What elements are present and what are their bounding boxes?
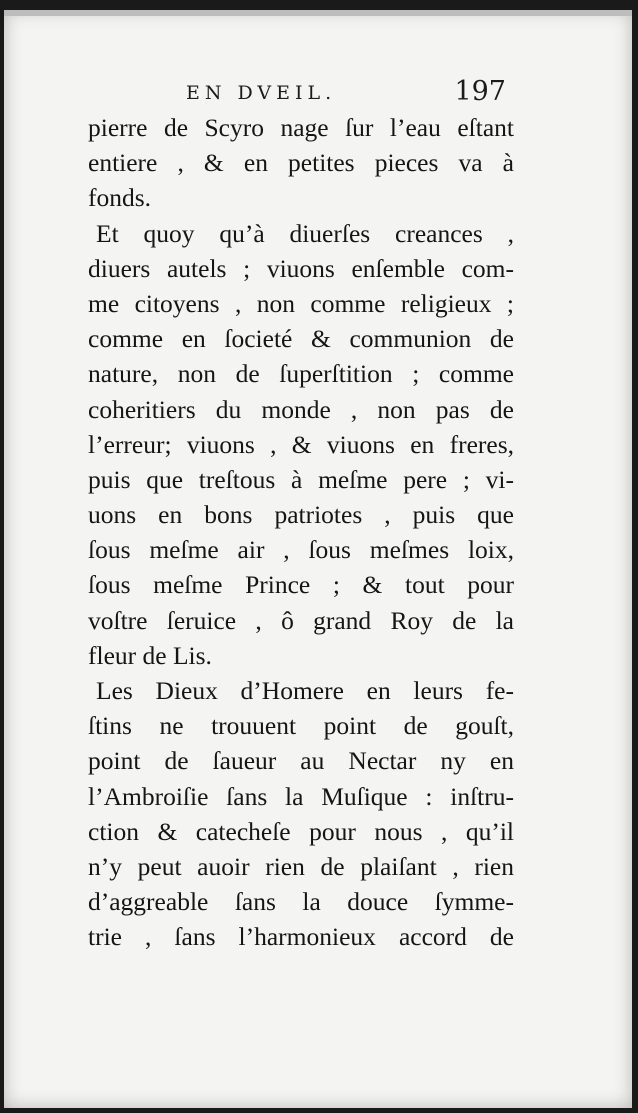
text-line: uons en bons patriotes , puis que (88, 500, 514, 530)
text-line: voſtre ſeruice , ô grand Roy de la (88, 605, 514, 635)
text-line: ction & catecheſe pour nous , qu’il (88, 816, 514, 846)
text-line: Les Dieux d’Homere en leurs fe- (96, 676, 514, 705)
text-line: d’aggreable ſans la douce ſymme- (88, 887, 514, 917)
paragraph (88, 110, 514, 216)
text-line: coheritiers du monde , non pas de (88, 394, 514, 424)
text-line: nature, non de ſuperſtition ; comme (88, 359, 514, 389)
text-line: diuers autels ; viuons enſemble com- (88, 253, 514, 283)
page-number: 197 (454, 76, 506, 107)
text-line: n’y peut auoir rien de plaiſant , rien (88, 851, 514, 881)
text-line: point de ſaueur au Nectar ny en (88, 746, 514, 776)
book-page (4, 10, 632, 1108)
text-line: Et quoy qu’à diuerſes creances , (96, 218, 514, 248)
text-line: l’Ambroiſie ſans la Muſique : inſtru- (88, 781, 514, 811)
text-line: l’erreur; viuons , & viuons en freres, (88, 429, 514, 459)
body-text (88, 110, 514, 955)
text-line: pierre de Scyro nage ſur l’eau eſtant (88, 113, 514, 142)
text-line: ſous meſme air , ſous meſmes loix, (88, 535, 514, 565)
text-line: comme en ſocieté & communion de (88, 324, 514, 354)
running-title: EN DVEIL. (186, 82, 337, 104)
text-line: ſtins ne trouuent point de gouſt, (88, 711, 514, 741)
text-line: entiere , & en petites pieces va à (88, 148, 514, 178)
page-header (186, 76, 506, 108)
text-line: puis que treſtous à meſme pere ; vi- (88, 464, 514, 494)
paragraph (88, 673, 514, 955)
text-line: fonds. (88, 183, 152, 213)
paragraph (88, 216, 514, 673)
text-line: me citoyens , non comme religieux ; (88, 288, 514, 318)
text-line: ſous meſme Prince ; & tout pour (88, 570, 514, 600)
text-line: trie , ſans l’harmonieux accord de (88, 922, 514, 952)
text-line: fleur de Lis. (88, 640, 212, 670)
